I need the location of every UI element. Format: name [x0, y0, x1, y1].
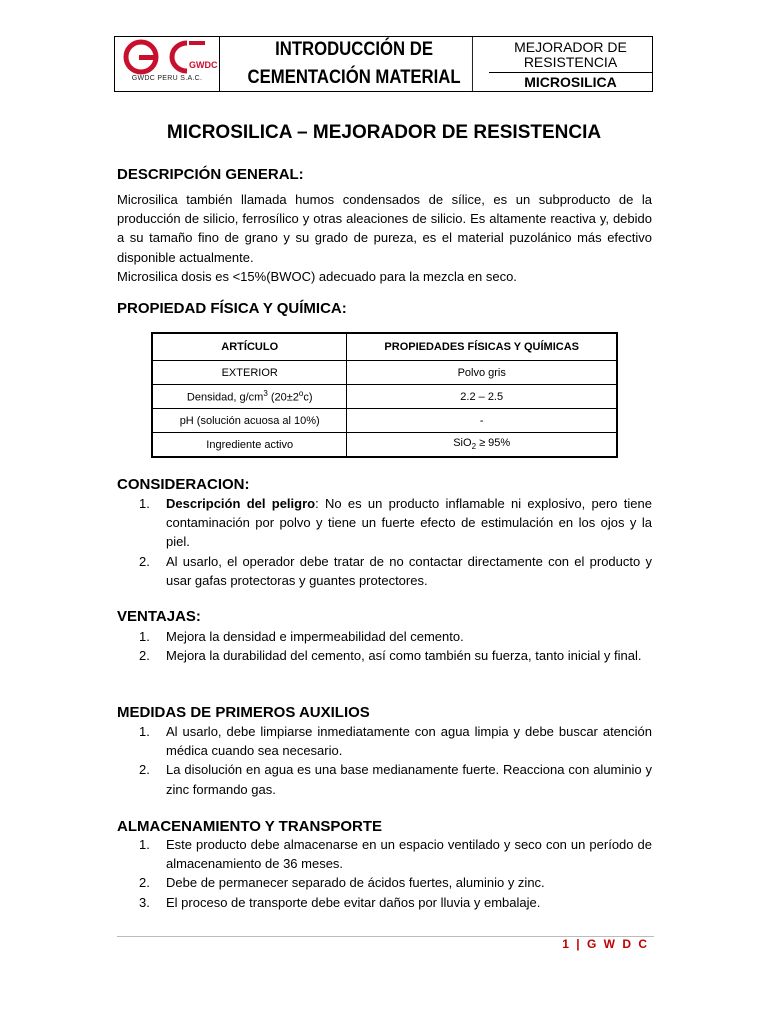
document-header	[114, 36, 653, 92]
list-number: 1.	[139, 629, 150, 644]
table-row	[152, 361, 617, 385]
list-item	[117, 835, 652, 873]
list-item-bold: Descripción del peligro	[166, 496, 316, 511]
table-cell: -	[347, 409, 617, 433]
table-cell: Polvo gris	[347, 361, 617, 385]
header-category	[489, 37, 652, 73]
list-item-text: Al usarlo, debe limpiarse inmediatamente con agua limpia y debe buscar atención médica cuando sea necesario.	[166, 724, 652, 759]
density-temp: (20±2	[267, 391, 299, 404]
list-number: 3.	[139, 894, 150, 910]
degree-mark: o	[298, 389, 304, 399]
table-header-cell: ARTÍCULO	[152, 333, 347, 361]
density-exponent: 3	[263, 389, 268, 399]
list-item	[117, 646, 652, 665]
header-product: MICROSILICA	[524, 74, 617, 90]
table-cell	[152, 385, 347, 409]
list-item-text: La disolución en agua es una base medianamente fuerte. Reacciona con aluminio y zinc formando gas.	[166, 762, 652, 797]
list-item-text: : No es un producto inflamable ni explosivo, pero tiene contaminación por polvo y tiene un fuerte efecto de estimulación en los ojos y la piel.	[166, 496, 652, 550]
gwdc-logo-icon	[115, 37, 219, 77]
almacenamiento-list	[117, 835, 652, 912]
list-item	[117, 627, 652, 646]
page-footer	[562, 937, 649, 951]
list-number: 1.	[139, 496, 150, 511]
header-title-line2: CEMENTACIÓN MATERIAL	[247, 67, 461, 88]
list-item-text: El proceso de transporte debe evitar daños por lluvia y embalaje.	[166, 894, 541, 910]
formula-base: SiO	[453, 437, 472, 450]
footer-separator: |	[576, 937, 582, 951]
list-number: 2.	[139, 875, 150, 891]
descripcion-text	[117, 190, 652, 286]
properties-table	[151, 332, 618, 458]
list-item-text: Debe de permanecer separado de ácidos fuertes, aluminio y zinc.	[166, 875, 545, 891]
header-category-line1: MEJORADOR DE	[514, 38, 627, 55]
list-number: 1.	[139, 837, 150, 852]
list-item-text: Este producto debe almacenarse en un espacio ventilado y seco con un período de almacenamiento de 36 meses.	[166, 837, 652, 872]
section-heading-descripcion: DESCRIPCIÓN GENERAL:	[117, 166, 304, 183]
descripcion-para1: Microsilica también llamada humos condensados de sílice, es un subproducto de la producción de silicio, ferrosílico y otras aleaciones de silicio. Es altamente reactiva y, debido a su tamaño fino de grano y su grado de pureza, es el material puzolánico más efectivo disponible actualmente.	[117, 192, 652, 265]
page-number: 1	[562, 937, 571, 951]
table-cell: 2.2 – 2.5	[347, 385, 617, 409]
table-row	[152, 409, 617, 433]
section-heading-almacenamiento: ALMACENAMIENTO Y TRANSPORTE	[117, 818, 383, 835]
table-row	[152, 433, 617, 458]
svg-text:GWDC: GWDC	[189, 60, 218, 70]
table-row	[152, 385, 617, 409]
page-title: MICROSILICA – MEJORADOR DE RESISTENCIA	[166, 122, 602, 143]
header-title-line1: INTRODUCCIÓN DE	[275, 39, 434, 60]
header-right	[489, 37, 652, 91]
ventajas-list	[117, 627, 652, 665]
header-title	[236, 37, 473, 91]
section-heading-auxilios: MEDIDAS DE PRIMEROS AUXILIOS	[117, 704, 370, 721]
descripcion-para2: Microsilica dosis es <15%(BWOC) adecuado para la mezcla en seco.	[117, 268, 517, 284]
table-header-row	[152, 333, 617, 361]
table-cell: EXTERIOR	[152, 361, 347, 385]
formula-value: ≥ 95%	[476, 437, 511, 450]
table-cell	[347, 433, 617, 458]
section-heading-propiedad: PROPIEDAD FÍSICA Y QUÍMICA:	[117, 300, 347, 317]
footer-brand: G W D C	[587, 937, 649, 951]
density-label: Densidad, g/cm	[186, 391, 264, 404]
table-cell: pH (solución acuosa al 10%)	[152, 409, 347, 433]
list-number: 2.	[139, 553, 150, 569]
list-item-text: Al usarlo, el operador debe tratar de no contactar directamente con el producto y usar gafas protectoras y guantes protectores.	[166, 553, 652, 588]
list-item	[117, 893, 652, 912]
company-logo	[115, 37, 220, 91]
density-unit: c)	[303, 391, 313, 404]
list-item-text: Mejora la durabilidad del cemento, así como también su fuerza, tanto inicial y final.	[166, 648, 642, 664]
list-item	[117, 873, 652, 892]
section-heading-consideracion: CONSIDERACION:	[117, 476, 250, 493]
list-item	[117, 760, 652, 798]
table-cell: Ingrediente activo	[152, 433, 347, 458]
list-item	[117, 722, 652, 760]
list-number: 2.	[139, 762, 150, 778]
header-category-line2: RESISTENCIA	[523, 53, 618, 70]
list-item-text: Mejora la densidad e impermeabilidad del cemento.	[166, 629, 464, 644]
section-heading-ventajas: VENTAJAS:	[117, 608, 201, 625]
formula-subscript: 2	[471, 442, 477, 452]
auxilios-list	[117, 722, 652, 799]
list-number: 2.	[139, 648, 150, 664]
list-item	[117, 552, 652, 590]
logo-caption: GWDC PERU S.A.C.	[131, 75, 203, 82]
table-header-cell: PROPIEDADES FÍSICAS Y QUÍMICAS	[347, 333, 617, 361]
list-number: 1.	[139, 724, 150, 739]
consideracion-list	[117, 494, 652, 590]
list-item	[117, 494, 652, 552]
